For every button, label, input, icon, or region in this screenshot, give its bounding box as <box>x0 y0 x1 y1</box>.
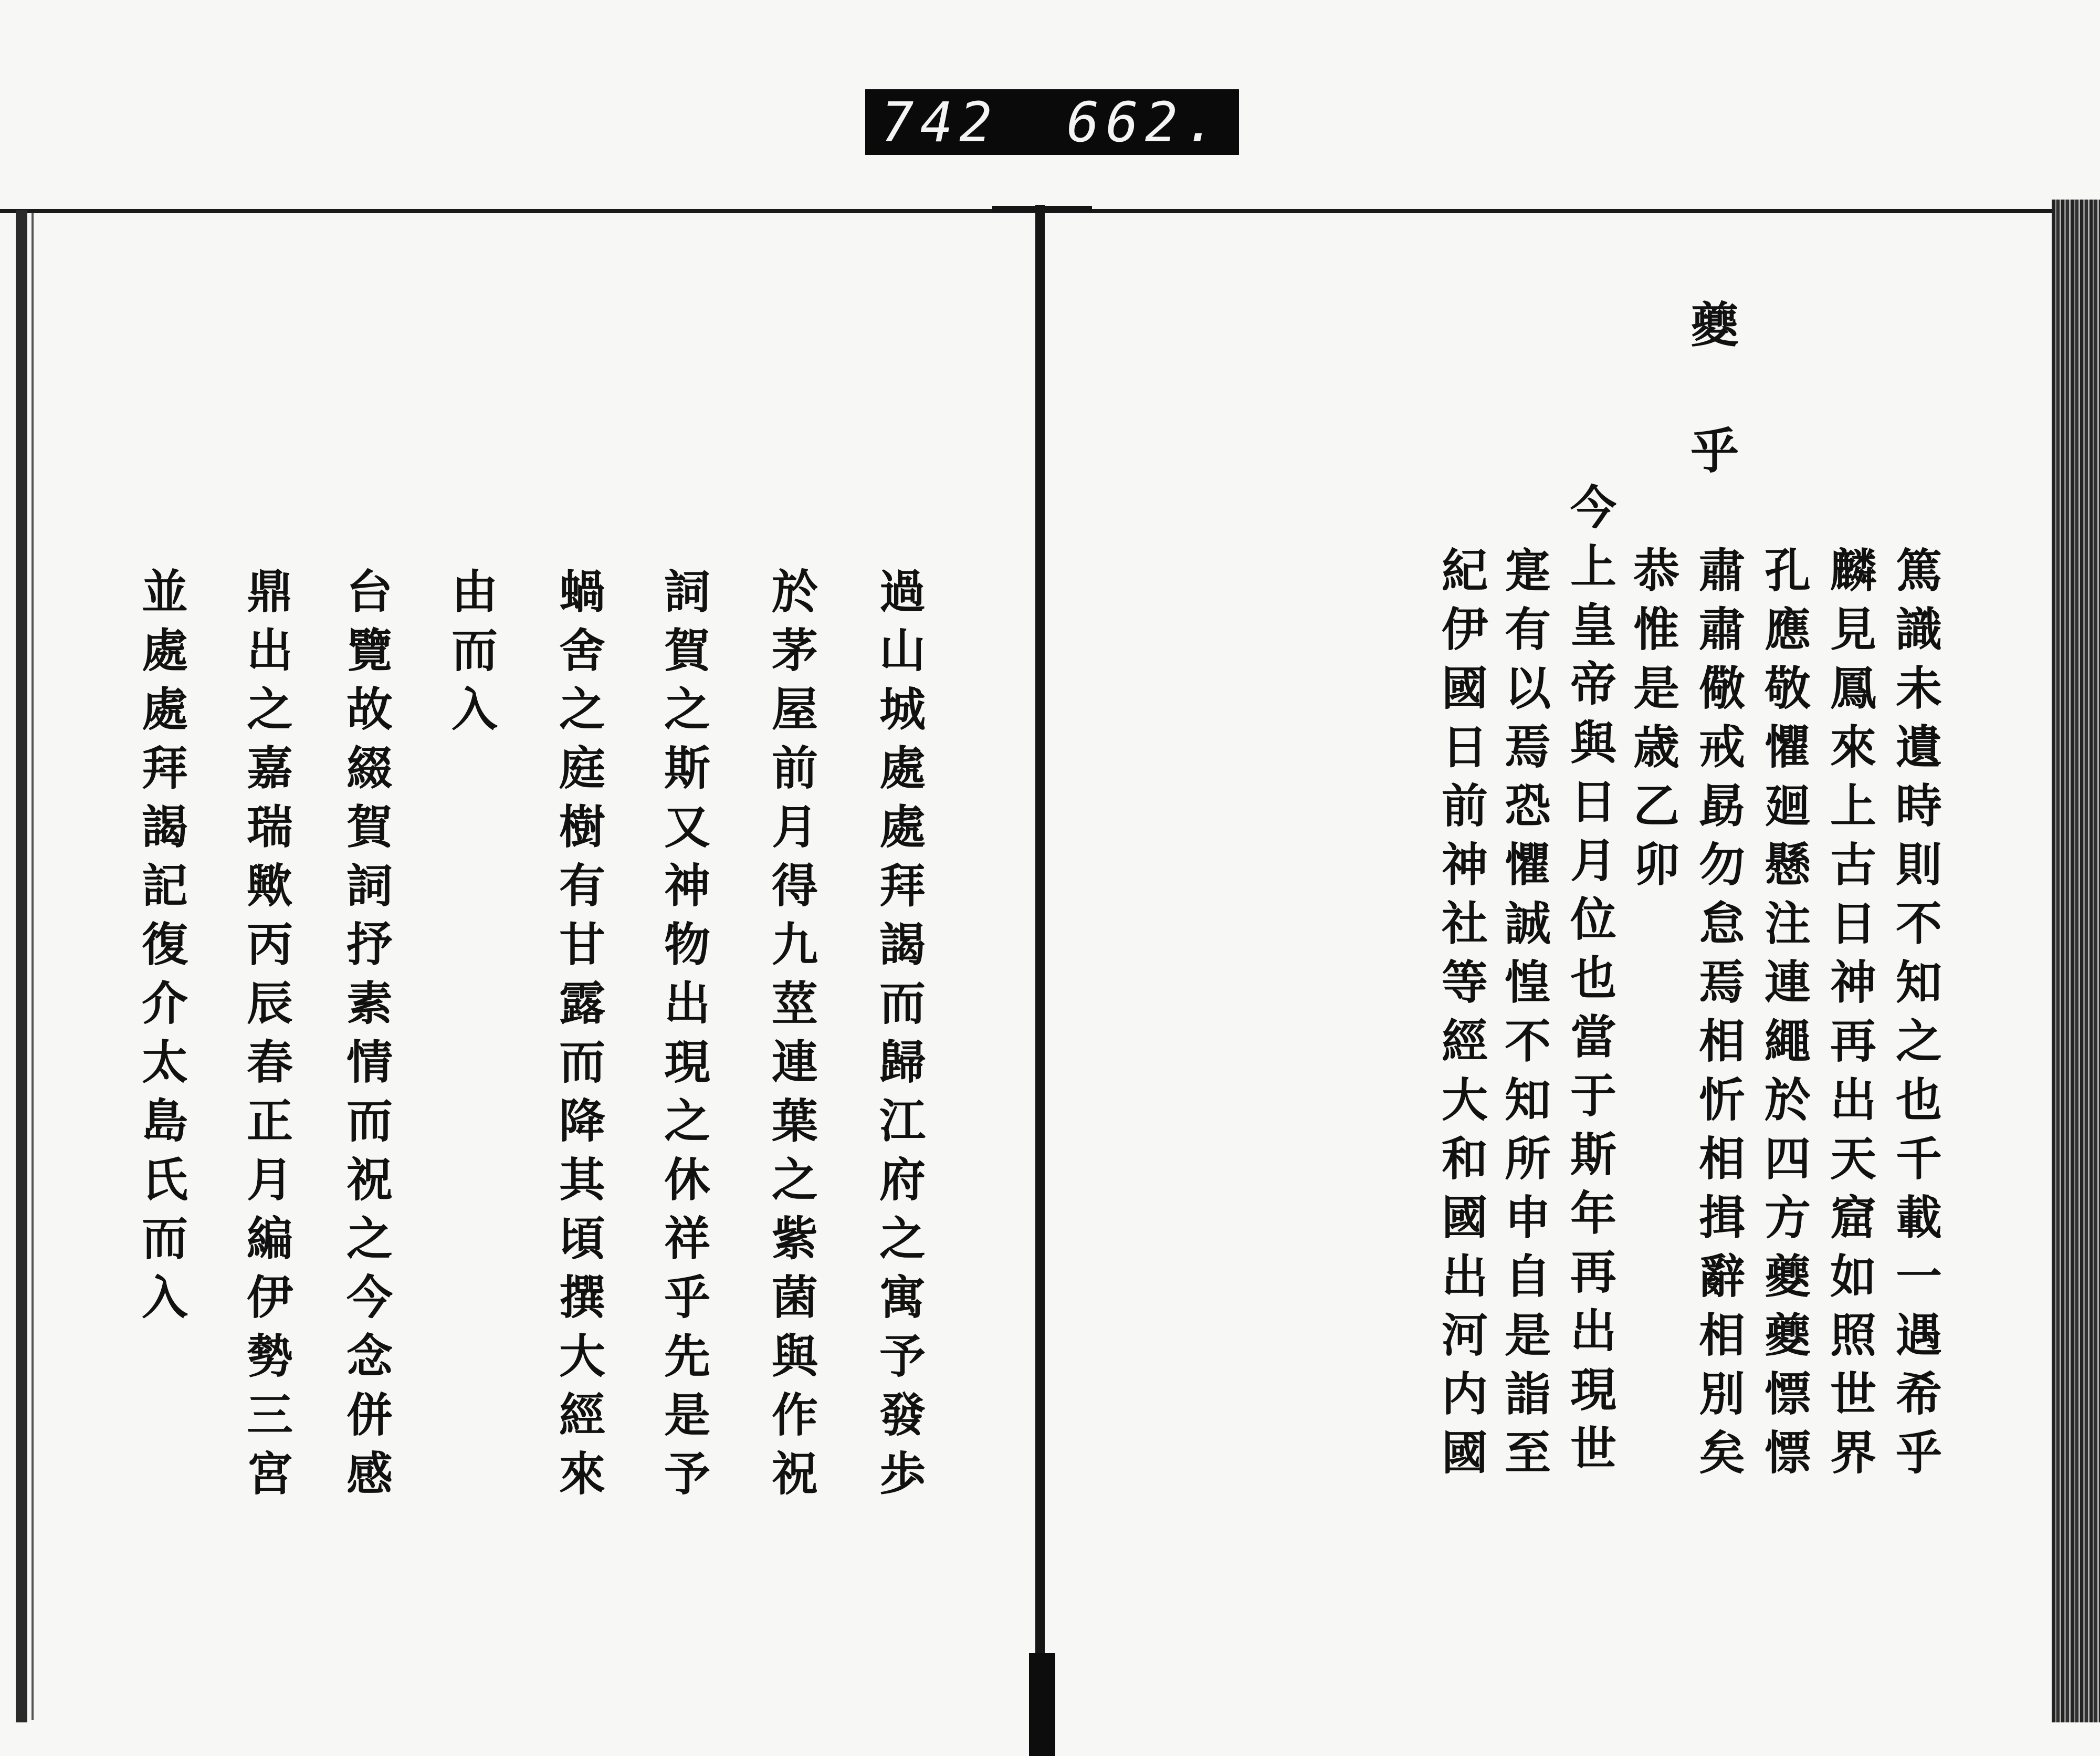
text-column: 恭惟是歳乙卯 <box>1626 546 1681 899</box>
catalog-number-stamp <box>865 89 1239 155</box>
stamp-right-number: 662. <box>1066 90 1223 154</box>
text-column: 紀伊國日前神社等經大和國出河内國 <box>1434 546 1489 1487</box>
text-column: 孔應敬懼廻懸注連繩於四方夔夔慓慓 <box>1757 546 1812 1487</box>
right-page <box>1045 221 2051 1717</box>
text-column: 今上皇帝與日月位也當于斯年再出現世 <box>1563 483 1618 1483</box>
left-book-edge <box>16 210 27 1722</box>
section-title: 夔 乎 <box>1683 299 1739 484</box>
text-column: 過山城處處拜謁而歸江府之寓予發歩 <box>872 567 927 1508</box>
text-column: 篤識未遺時則不知之也千載一遇希乎 <box>1888 546 1943 1487</box>
text-column: 寔有以焉恐懼誠惶不知所申自是詣至 <box>1497 546 1552 1487</box>
stamp-left-number: 742 <box>881 90 999 154</box>
left-page <box>34 221 1034 1717</box>
text-column: 麟見鳳來上古日神再出天窟如照世界 <box>1823 546 1877 1487</box>
text-column: 由而入 <box>444 567 499 744</box>
text-column: 肅肅儆戒勗勿怠焉相忻相揖辭相別矣 <box>1692 546 1746 1487</box>
book-gutter <box>1035 205 1045 1756</box>
text-column: 台覽故綴賀詞抒素情而祝之今念併感 <box>339 567 394 1508</box>
text-column: 鼎出之嘉瑞歟丙辰春正月編伊勢三宮 <box>239 567 294 1508</box>
right-book-edge <box>2052 200 2100 1722</box>
text-column: 蝸舍之庭樹有甘露而降其頃撰大經來 <box>552 567 606 1508</box>
text-column: 詞賀之斯又神物出現之休祥乎先是予 <box>657 567 711 1508</box>
text-column: 並處處拜謁記復介太島氏而入 <box>134 567 189 1332</box>
text-column: 於茅屋前月得九莖連葉之紫菌與作祝 <box>764 567 819 1508</box>
